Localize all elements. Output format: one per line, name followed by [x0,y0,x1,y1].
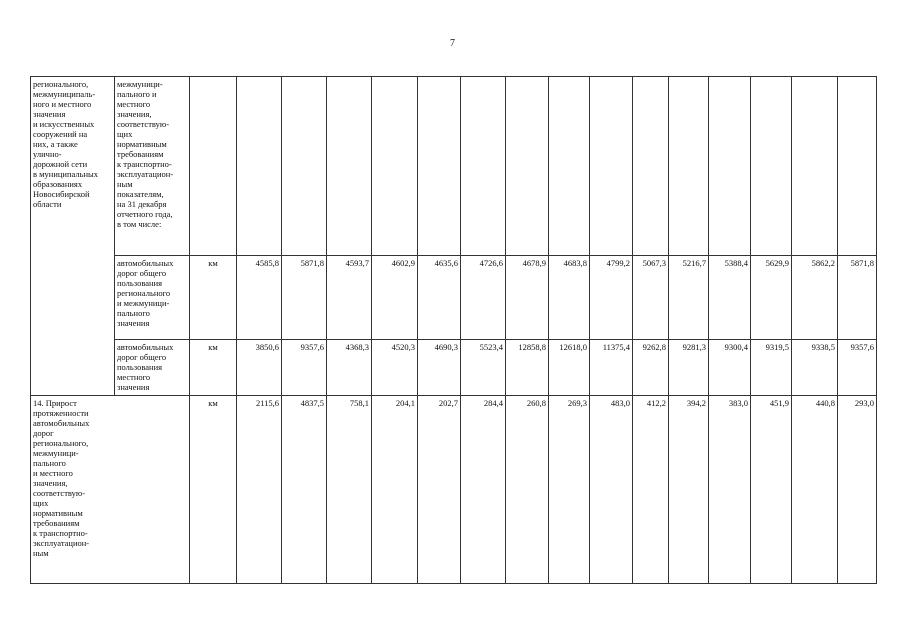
table-body [31,77,877,584]
value-cell: 5216,7 [669,256,709,340]
value-cell: 2115,6 [237,396,282,584]
value-cell: 440,8 [792,396,838,584]
value-cell: 9357,6 [282,340,327,396]
value-cell [709,77,751,256]
table-row [31,77,877,256]
indicators-table [30,76,877,584]
value-cell: 9338,5 [792,340,838,396]
value-cell [590,77,633,256]
value-cell: 9300,4 [709,340,751,396]
value-cell: 4726,6 [461,256,506,340]
value-cell: 284,4 [461,396,506,584]
value-cell [506,77,549,256]
value-cell: 5862,2 [792,256,838,340]
value-cell: 12858,8 [506,340,549,396]
value-cell: 5629,9 [751,256,792,340]
value-cell [633,77,669,256]
table-row [31,256,877,340]
value-cell [792,77,838,256]
value-cell: 412,2 [633,396,669,584]
value-cell: 4520,3 [372,340,418,396]
value-cell: 383,0 [709,396,751,584]
value-cell [418,77,461,256]
table-row [31,340,877,396]
value-cell: 204,1 [372,396,418,584]
value-cell: 483,0 [590,396,633,584]
value-cell: 4602,9 [372,256,418,340]
page-number: 7 [450,38,455,49]
value-cell [372,77,418,256]
value-cell [282,77,327,256]
value-cell: 11375,4 [590,340,633,396]
value-cell: 9281,3 [669,340,709,396]
value-cell: 394,2 [669,396,709,584]
unit-cell: км [190,396,237,584]
value-cell: 9357,6 [838,340,877,396]
value-cell: 4635,6 [418,256,461,340]
value-cell [751,77,792,256]
value-cell: 5388,4 [709,256,751,340]
row-name-cell: автомобильных дорог общего пользования регионального и межмуници- пального значения [115,256,190,340]
value-cell: 293,0 [838,396,877,584]
value-cell: 4593,7 [327,256,372,340]
value-cell: 4837,5 [282,396,327,584]
table-row [31,396,877,584]
row-name-cell: 14. Прирост протяженности автомобильных дорог регионального, межмуници- пального и местного значения, соответствую- щих нормативным требованиям к транспортно- эксплуатацион- ным [31,396,190,584]
value-cell [461,77,506,256]
value-cell: 12618,0 [549,340,590,396]
value-cell: 4683,8 [549,256,590,340]
value-cell: 9319,5 [751,340,792,396]
value-cell: 5523,4 [461,340,506,396]
value-cell: 4585,8 [237,256,282,340]
indicator-name-cell: регионального, межмуниципаль- ного и местного значения и искусственных сооружений на них, а также улично- дорожной сети в муниципальных образованиях Новосибирской области [31,77,115,396]
value-cell: 3850,6 [237,340,282,396]
value-cell [838,77,877,256]
value-cell: 451,9 [751,396,792,584]
value-cell: 202,7 [418,396,461,584]
value-cell [237,77,282,256]
value-cell: 4690,3 [418,340,461,396]
value-cell: 4368,3 [327,340,372,396]
value-cell [327,77,372,256]
value-cell: 260,8 [506,396,549,584]
value-cell [549,77,590,256]
value-cell [669,77,709,256]
unit-cell: км [190,256,237,340]
row-name-cell: автомобильных дорог общего пользования местного значения [115,340,190,396]
value-cell: 5871,8 [282,256,327,340]
row-name-cell: межмуници- пального и местного значения, соответствую- щих нормативным требованиям к транспортно- эксплуатацион- ным показателям, на 31 декабря отчетного года, в том числе: [115,77,190,256]
value-cell: 269,3 [549,396,590,584]
value-cell: 5871,8 [838,256,877,340]
value-cell: 9262,8 [633,340,669,396]
unit-cell: км [190,340,237,396]
value-cell: 4678,9 [506,256,549,340]
value-cell: 758,1 [327,396,372,584]
value-cell: 4799,2 [590,256,633,340]
unit-cell [190,77,237,256]
value-cell: 5067,3 [633,256,669,340]
